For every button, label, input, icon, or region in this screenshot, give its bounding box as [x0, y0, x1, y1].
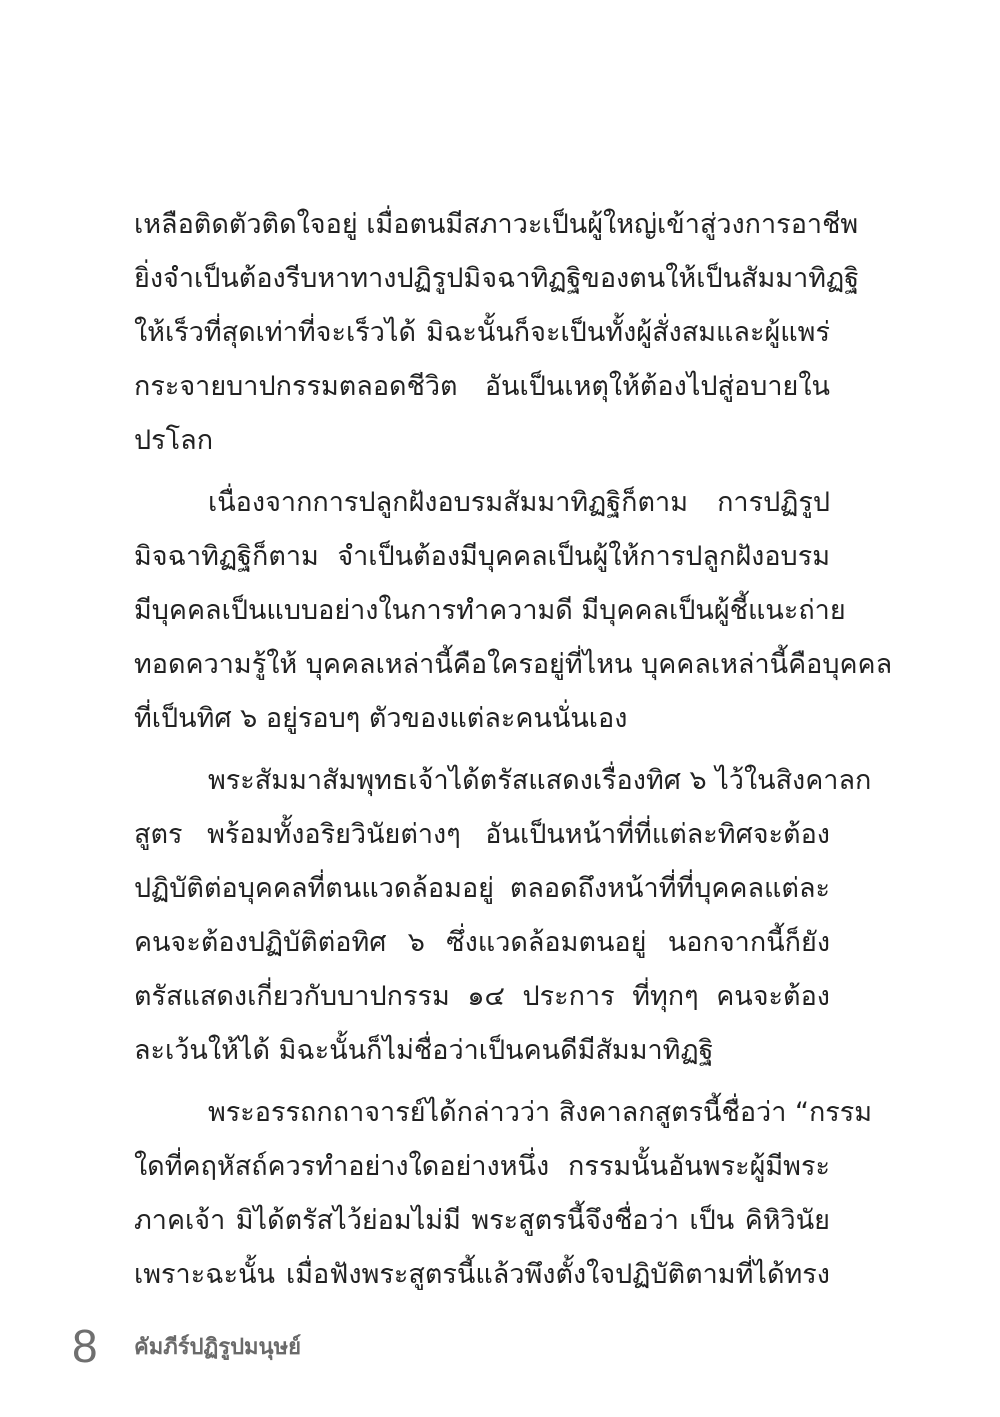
text-line: พระสัมมาสัมพุทธเจ้าได้ตรัสแสดงเรื่องทิศ ๖ ไว้ในสิงคาลก: [208, 765, 872, 796]
text-line: ปฏิบัติต่อบุคคลที่ตนแวดล้อมอยู่ ตลอดถึงหน้าที่ที่บุคคลแต่ละ: [134, 873, 830, 904]
text-line: ที่เป็นทิศ ๖ อยู่รอบๆ ตัวของแต่ละคนนั่นเอง: [134, 703, 628, 734]
paragraph-3: [134, 754, 872, 1078]
text-line: ใดที่คฤหัสถ์ควรทำอย่างใดอย่างหนึ่ง กรรมนั้นอันพระผู้มีพระ: [134, 1151, 830, 1182]
page-number: 8: [72, 1320, 98, 1372]
page-body: [134, 198, 893, 1310]
text-line: ให้เร็วที่สุดเท่าที่จะเร็วได้ มิฉะนั้นก็จะเป็นทั้งผู้สั่งสมและผู้แพร่: [134, 317, 830, 348]
text-line: มีบุคคลเป็นแบบอย่างในการทำความดี มีบุคคลเป็นผู้ชี้แนะถ่าย: [134, 595, 846, 626]
text-line: ปรโลก: [134, 425, 214, 456]
text-line: ยิ่งจำเป็นต้องรีบหาทางปฏิรูปมิจฉาทิฏฐิของตนให้เป็นสัมมาทิฏฐิ: [134, 263, 860, 294]
text-line: กระจายบาปกรรมตลอดชีวิต อันเป็นเหตุให้ต้องไปสู่อบายใน: [134, 371, 830, 402]
paragraph-4: [134, 1086, 873, 1302]
page-footer: [72, 1318, 301, 1374]
text-line: คนจะต้องปฏิบัติต่อทิศ ๖ ซึ่งแวดล้อมตนอยู่ นอกจากนี้ก็ยัง: [134, 927, 830, 958]
text-line: เพราะฉะนั้น เมื่อฟังพระสูตรนี้แล้วพึงตั้งใจปฏิบัติตามที่ได้ทรง: [134, 1259, 830, 1290]
text-line: ทอดความรู้ให้ บุคคลเหล่านี้คือใครอยู่ที่ไหน บุคคลเหล่านี้คือบุคคล: [134, 649, 893, 680]
text-line: ภาคเจ้า มิได้ตรัสไว้ย่อมไม่มี พระสูตรนี้จึงชื่อว่า เป็น คิหิวินัย: [134, 1205, 830, 1236]
text-line: มิจฉาทิฏฐิก็ตาม จำเป็นต้องมีบุคคลเป็นผู้ให้การปลูกฝังอบรม: [134, 541, 830, 572]
text-line: ละเว้นให้ได้ มิฉะนั้นก็ไม่ชื่อว่าเป็นคนดีมีสัมมาทิฏฐิ: [134, 1035, 714, 1066]
text-line: พระอรรถกถาจารย์ได้กล่าวว่า สิงคาลกสูตรนี้ชื่อว่า “กรรม: [208, 1097, 873, 1128]
text-line: ตรัสแสดงเกี่ยวกับบาปกรรม ๑๔ ประการ ที่ทุกๆ คนจะต้อง: [134, 981, 830, 1012]
paragraph-2: [134, 476, 893, 746]
text-line: เหลือติดตัวติดใจอยู่ เมื่อตนมีสภาวะเป็นผู้ใหญ่เข้าสู่วงการอาชีพ: [134, 209, 859, 240]
text-line: เนื่องจากการปลูกฝังอบรมสัมมาทิฏฐิก็ตาม การปฏิรูป: [208, 487, 830, 518]
paragraph-1: [134, 198, 860, 468]
book-title: คัมภีร์ปฏิรูปมนุษย์: [134, 1334, 301, 1360]
text-line: สูตร พร้อมทั้งอริยวินัยต่างๆ อันเป็นหน้าที่ที่แต่ละทิศจะต้อง: [134, 819, 830, 850]
